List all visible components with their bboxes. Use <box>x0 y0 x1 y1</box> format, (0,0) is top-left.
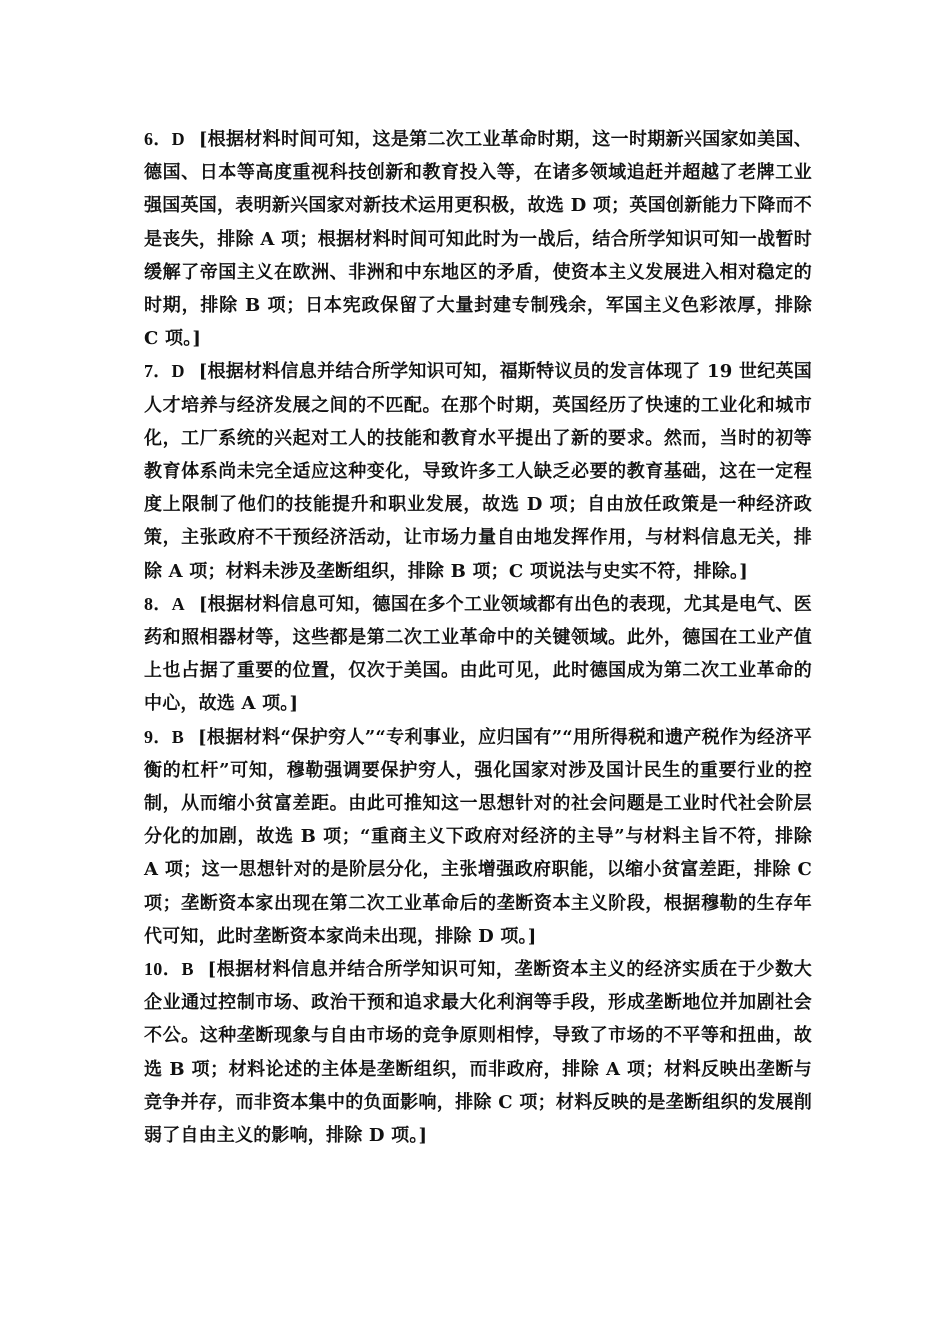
answer-explanation: [根据材料时间可知，这是第二次工业革命时期，这一时期新兴国家如美国、德国、日本等高度重视科技创新和教育投入等，在诸多领域追赶并超越了老牌工业强国英国，表明新兴国家对新技术运用更积极，故选 D 项；英国创新能力下降而不是丧失，排除 A 项；根据材料时间可知此时为一战后，结合所学知识可知一战暂时缓解了帝国主义在欧洲、非洲和中东地区的矛盾，使资本主义发展进入相对稳定的时期，排除 B 项；日本宪政保留了大量封建专制残余，军国主义色彩浓厚，排除 C 项。] <box>144 129 812 350</box>
question-number: 7． <box>144 361 172 382</box>
answer-explanation: [根据材料信息并结合所学知识可知，福斯特议员的发言体现了 19 世纪英国人才培养与经济发展之间的不匹配。在那个时期，英国经历了快速的工业化和城市化，工厂系统的兴起对工人的技能和教育水平提出了新的要求。然而，当时的初等教育体系尚未完全适应这种变化，导致许多工人缺乏必要的教育基础，这在一定程度上限制了他们的技能提升和职业发展，故选 D 项；自由放任政策是一种经济政策，主张政府不干预经济活动，让市场力量自由地发挥作用，与材料信息无关，排除 A 项；材料未涉及垄断组织，排除 B 项；C 项说法与史实不符，排除。] <box>144 361 813 582</box>
answer-choice: B <box>181 959 194 980</box>
answer-explanation: [根据材料“保护穷人”“专利事业，应归国有”“用所得税和遗产税作为经济平衡的杠杆”可知，穆勒强调要保护穷人，强化国家对涉及国计民生的重要行业的控制，从而缩小贫富差距。由此可推知这一思想针对的社会问题是工业时代社会阶层分化的加剧，故选 B 项；“重商主义下政府对经济的主导”与材料主旨不符，排除 A 项；这一思想针对的是阶层分化，主张增强政府职能，以缩小贫富差距，排除 C 项；垄断资本家出现在第二次工业革命后的垄断资本主义阶段，根据穆勒的生存年代可知，此时垄断资本家尚未出现，排除 D 项。] <box>144 726 812 947</box>
answer-item-6 <box>144 123 812 355</box>
answer-explanation: [根据材料信息并结合所学知识可知，垄断资本主义的经济实质在于少数大企业通过控制市场、政治干预和追求最大化利润等手段，形成垄断地位并加剧社会不公。这种垄断现象与自由市场的竞争原则相悖，导致了市场的不平等和扭曲，故选 B 项；材料论述的主体是垄断组织，而非政府，排除 A 项；材料反映出垄断与竞争并存，而非资本集中的负面影响，排除 C 项；材料反映的是垄断组织的发展削弱了自由主义的影响，排除 D 项。] <box>144 959 812 1147</box>
answer-item-9 <box>144 721 812 953</box>
question-number: 10． <box>144 959 182 980</box>
question-number: 8． <box>144 593 172 614</box>
answer-item-10 <box>144 953 812 1152</box>
question-number: 6． <box>144 129 172 149</box>
answer-item-7 <box>144 355 812 587</box>
answer-choice: B <box>171 726 185 747</box>
answer-choice: A <box>171 593 185 614</box>
answer-choice: D <box>171 129 185 149</box>
answer-key-page <box>144 123 812 1152</box>
answer-item-8 <box>144 588 812 721</box>
answer-explanation: [根据材料信息可知，德国在多个工业领域都有出色的表现，尤其是电气、医药和照相器材等，这些都是第二次工业革命中的关键领域。此外，德国在工业产值上也占据了重要的位置，仅次于美国。由此可见，此时德国成为第二次工业革命的中心，故选 A 项。] <box>144 593 812 715</box>
answer-choice: D <box>171 361 185 382</box>
question-number: 9． <box>144 726 172 747</box>
